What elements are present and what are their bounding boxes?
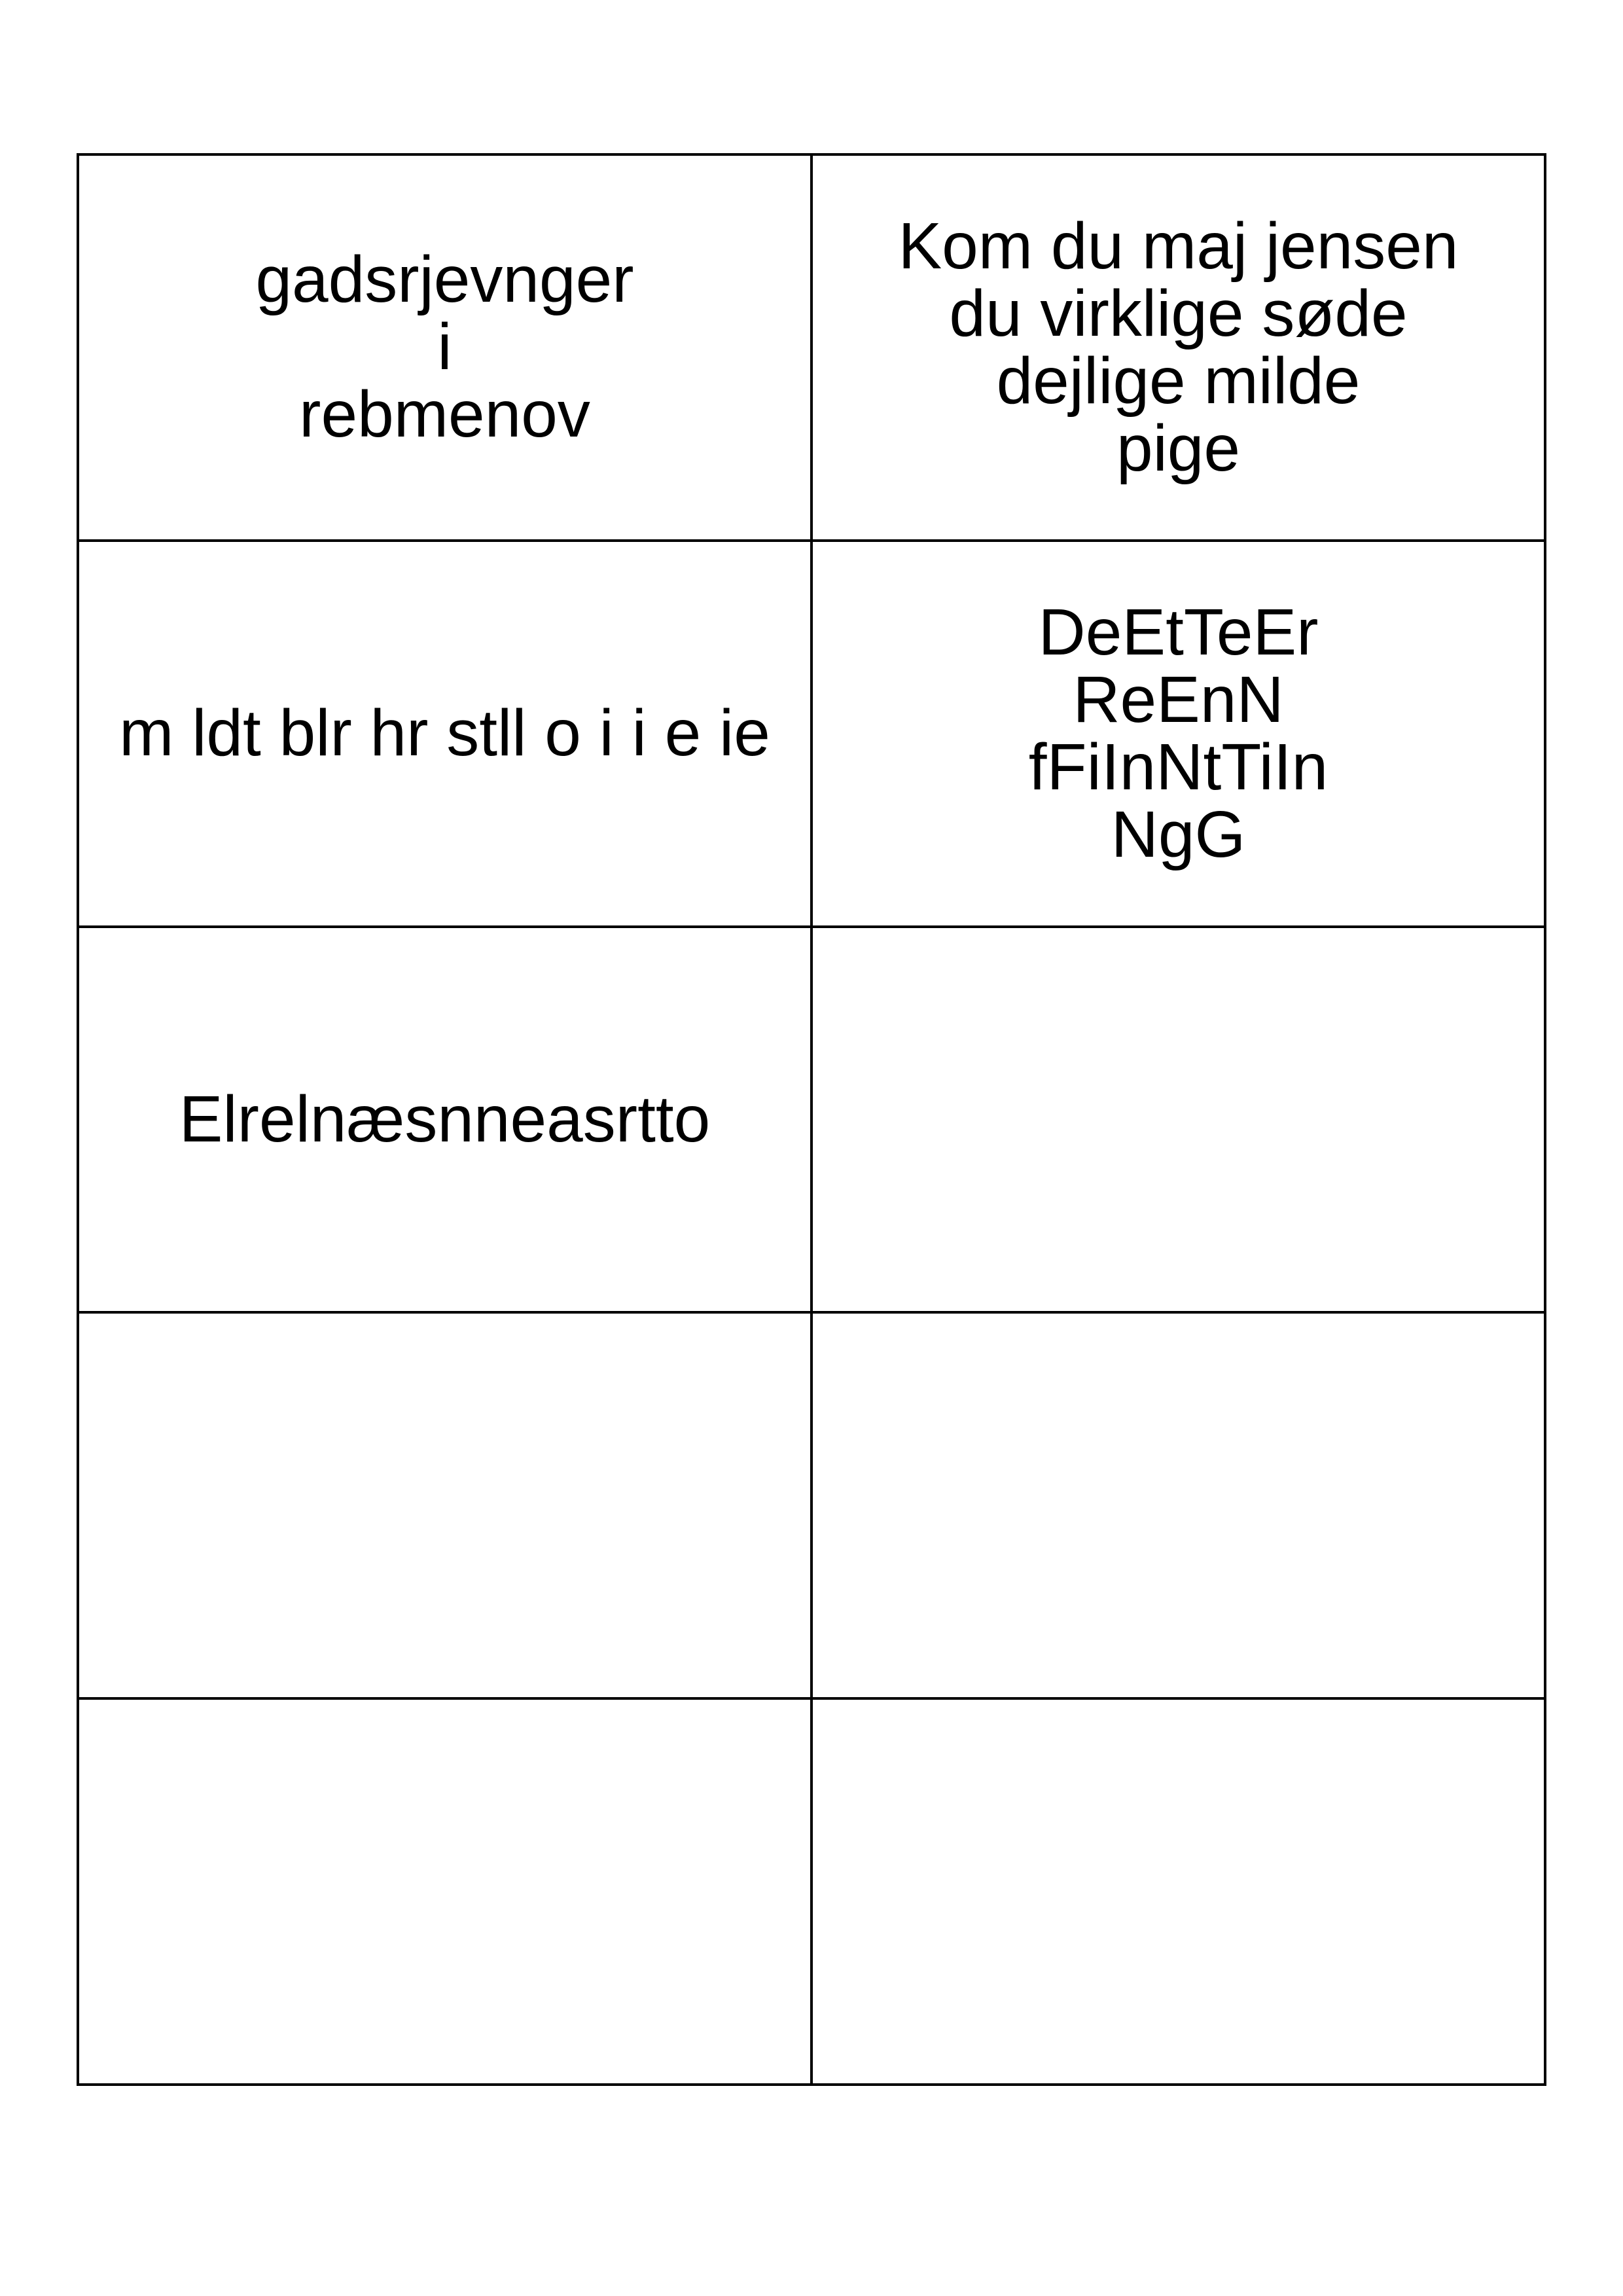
cell-line: gadsrjevnger: [255, 243, 634, 317]
cell-line: NgG: [1111, 797, 1246, 871]
table-row-4: [78, 1312, 1545, 1698]
cell-line: ReEnN: [1073, 662, 1284, 736]
table-cell-r3c2: [812, 927, 1545, 1313]
table-cell-r5c1: [78, 1698, 812, 2085]
table-row-5: [78, 1698, 1545, 2085]
cell-text: [79, 243, 810, 452]
table-cell-r2c1: [78, 541, 812, 927]
cell-text: [813, 595, 1544, 871]
table-row-3: [78, 927, 1545, 1313]
table-cell-r1c1: [78, 154, 812, 541]
cell-line: Elrelnæsnneasrtto: [179, 1082, 711, 1156]
cell-line: fFiInNtTiIn: [1028, 730, 1329, 804]
table-row-1: [78, 154, 1545, 541]
cell-line: dejlige milde: [996, 344, 1361, 418]
cell-line: i: [437, 310, 452, 384]
cell-text: [813, 209, 1544, 485]
cell-text: [79, 1082, 810, 1156]
table-cell-r5c2: [812, 1698, 1545, 2085]
cell-line: Kom du maj jensen: [898, 209, 1459, 283]
table-cell-r2c2: [812, 541, 1545, 927]
cell-line: du virklige søde: [949, 276, 1408, 350]
table-row-2: [78, 541, 1545, 927]
cell-line: rebmenov: [299, 378, 590, 452]
cell-line: pige: [1116, 411, 1241, 485]
table-cell-r4c1: [78, 1312, 812, 1698]
cell-line: DeEtTeEr: [1038, 595, 1319, 669]
table-cell-r3c1: [78, 927, 812, 1313]
cell-line: m ldt blr hr stll o i i e ie: [119, 696, 770, 770]
cell-text: [79, 696, 810, 770]
table-cell-r1c2: [812, 154, 1545, 541]
worksheet-table: [77, 153, 1546, 2086]
table-cell-r4c2: [812, 1312, 1545, 1698]
